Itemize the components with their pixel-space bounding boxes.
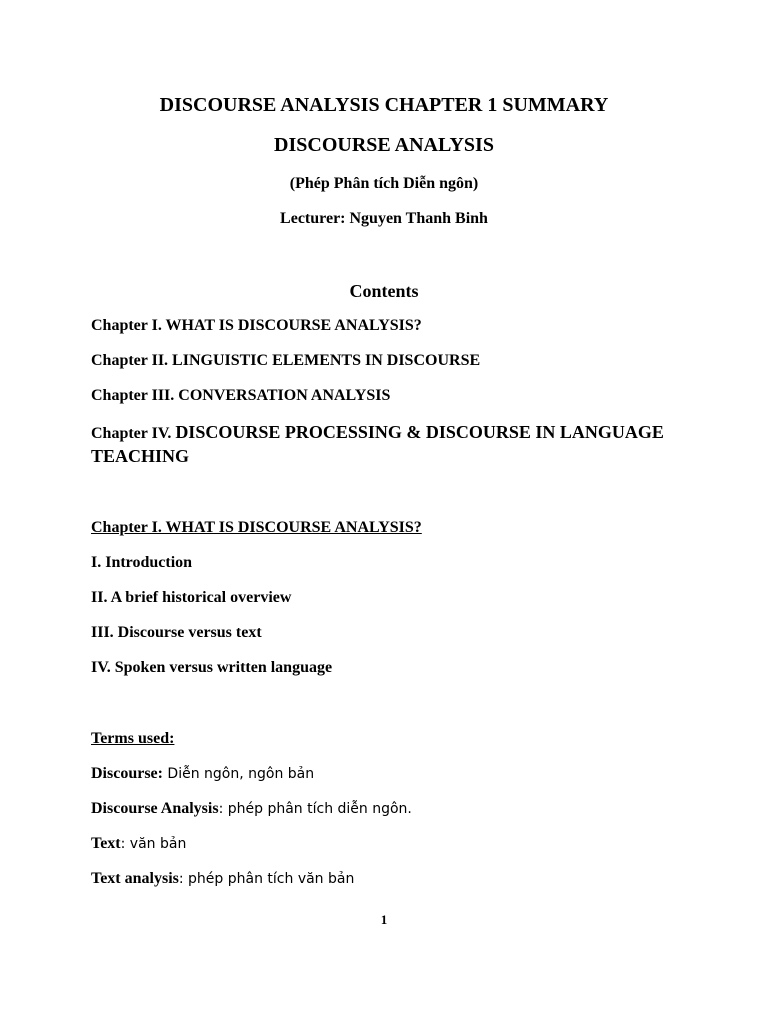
contents-item-4 bbox=[91, 422, 664, 443]
term-entry bbox=[91, 835, 186, 853]
lecturer-line: Lecturer: Nguyen Thanh Binh bbox=[280, 210, 488, 227]
term-label: Discourse: bbox=[91, 765, 163, 782]
contents-item-4-prefix: Chapter IV. bbox=[91, 425, 172, 442]
contents-item-4-continuation: TEACHING bbox=[91, 446, 190, 466]
chapter-1-section-1: I. Introduction bbox=[91, 554, 193, 571]
terms-heading: Terms used: bbox=[91, 730, 175, 747]
term-label: Text analysis bbox=[91, 870, 179, 887]
contents-item-4-title: DISCOURSE PROCESSING & DISCOURSE IN LANGUAGE bbox=[175, 422, 664, 442]
page-number: 1 bbox=[380, 912, 388, 927]
term-entry bbox=[91, 765, 314, 783]
chapter-1-section-2: II. A brief historical overview bbox=[91, 589, 292, 606]
term-entry bbox=[91, 800, 412, 818]
document-title: DISCOURSE ANALYSIS CHAPTER 1 SUMMARY bbox=[159, 94, 609, 116]
vietnamese-title: (Phép Phân tích Diễn ngôn) bbox=[289, 175, 479, 192]
term-definition: : văn bản bbox=[120, 836, 187, 852]
term-label: Text bbox=[91, 835, 121, 852]
contents-item-2: Chapter II. LINGUISTIC ELEMENTS IN DISCOURSE bbox=[91, 352, 481, 369]
contents-heading: Contents bbox=[349, 281, 419, 301]
chapter-1-section-4: IV. Spoken versus written language bbox=[91, 659, 333, 676]
chapter-1-heading: Chapter I. WHAT IS DISCOURSE ANALYSIS? bbox=[91, 519, 422, 536]
term-entry bbox=[91, 870, 354, 888]
contents-item-1: Chapter I. WHAT IS DISCOURSE ANALYSIS? bbox=[91, 317, 422, 334]
document-subtitle: DISCOURSE ANALYSIS bbox=[274, 134, 494, 156]
term-label: Discourse Analysis bbox=[91, 800, 219, 817]
contents-item-3: Chapter III. CONVERSATION ANALYSIS bbox=[91, 387, 391, 404]
term-definition: Diễn ngôn, ngôn bản bbox=[162, 766, 315, 782]
chapter-1-section-3: III. Discourse versus text bbox=[91, 624, 262, 641]
term-definition: : phép phân tích văn bản bbox=[178, 871, 355, 887]
term-definition: : phép phân tích diễn ngôn. bbox=[218, 801, 412, 817]
